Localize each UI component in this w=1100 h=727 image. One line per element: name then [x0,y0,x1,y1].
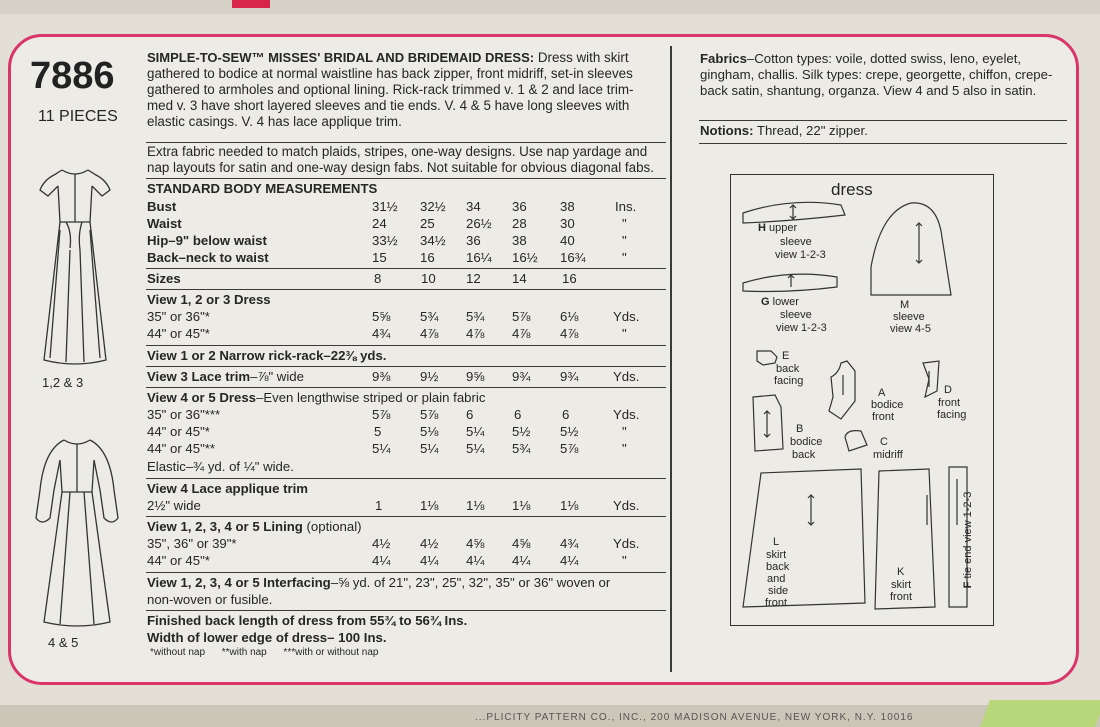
piece-b-bodice-back [753,395,783,451]
finished-length: Finished back length of dress from 55¾ to 56¾ Ins. [147,613,468,628]
views-label-45: 4 & 5 [48,635,79,650]
cell: 36 [466,233,481,248]
pieces-count: 11 PIECES [38,108,118,125]
size: 10 [421,271,436,286]
piece-a-bodice-front [829,361,855,419]
sizes-label: Sizes [147,271,181,286]
cell: 38 [512,233,527,248]
row-label: 35", 36" or 39"* [147,536,237,551]
cell: 33½ [372,233,398,248]
label-l-line: skirt [766,549,787,561]
interfacing-line [147,575,610,590]
interfacing-text: –⅝ yd. of 21", 23", 25", 32", 35" or 36" woven or [330,575,611,590]
cell: 9½ [420,369,439,384]
cell: 4¾ [560,536,579,551]
label-c: C [880,436,888,448]
unit: " [622,233,627,248]
label-l: L [773,536,780,548]
row-label: 44" or 45"* [147,424,210,439]
unit: Yds. [613,369,640,384]
rule [146,610,666,611]
cell: 5¼ [466,424,485,439]
cell: 4⅞ [420,326,439,341]
cell: 9⅝ [466,369,485,384]
cell: 4⅞ [466,326,485,341]
description-line: gathered to bodice at normal waistline has back zipper, front midriff, set-in sleeves [147,66,633,81]
label-b3: back [792,449,816,461]
unit: Yds. [613,536,640,551]
row-label: 35" or 36"*** [147,407,221,422]
cell: 4¾ [372,326,391,341]
notions-text [700,123,868,138]
piece-text: tie end view 1-2-3 [962,491,974,579]
unit: " [622,216,627,231]
footnote: ***with or without nap [283,647,379,658]
unit: " [622,424,627,439]
cell: 6⅛ [560,309,579,324]
cell: 5¼ [466,441,485,456]
size: 12 [466,271,481,286]
red-tab [232,0,270,8]
piece-l-skirt-back [743,469,865,607]
piece-letter: H [758,222,766,234]
description [147,50,667,130]
cell: 5⅞ [372,407,391,422]
applique-title: View 4 Lace applique trim [147,481,308,496]
label-m3: view 4-5 [890,323,931,335]
rule [146,142,666,143]
piece-e-back-facing [757,351,777,365]
cell: 1⅛ [512,498,531,513]
label-l-line: back [766,561,790,573]
lace-trim-suffix: –⅞" wide [250,369,304,384]
label-h3: view 1-2-3 [775,249,826,261]
unit: " [622,326,627,341]
cell: 4¼ [512,553,531,568]
description-line: med v. 3 have short layered sleeves and tie ends. V. 4 & 5 have long sleeves with [147,98,630,113]
label-b: B [796,423,804,435]
dress-sketch-v123 [20,150,130,380]
label-h [758,222,797,234]
fabrics-text [700,51,1065,99]
cell: 15 [372,250,387,265]
cell: 34½ [420,233,446,248]
cell: 4⅞ [512,326,531,341]
label-a2: bodice [871,399,904,411]
cell: 16¼ [466,250,492,265]
unit: Yds. [613,498,640,513]
label-d2: front [938,397,961,409]
row-label: 44" or 45"* [147,326,210,341]
description-line: elastic casings. V. 4 has lace applique trim. [147,114,402,129]
cell: 32½ [420,199,446,214]
dress45-heading [147,390,485,405]
label-b2: bodice [790,436,823,448]
piece-text: lower [772,296,799,308]
lace-trim-title: View 3 Lace trim [147,369,251,384]
unit: Yds. [613,309,640,324]
rule [146,478,666,479]
pieces-title: dress [831,180,873,199]
footnote: **with nap [221,647,267,658]
fabrics-label: Fabrics [700,51,747,66]
cell: 4⅝ [466,536,485,551]
row-label: Bust [147,199,177,214]
lining-title: View 1, 2, 3, 4 or 5 Lining [147,519,303,534]
cell: 4⅞ [560,326,579,341]
description-line: gathered to armholes and optional lining. Rick-rack trimmed v. 1 & 2 and lace trim- [147,82,634,97]
cell: 24 [372,216,387,231]
notions-list: Thread, 22" zipper. [753,123,868,138]
row-label: 44" or 45"* [147,553,210,568]
row-label: 44" or 45"** [147,441,216,456]
label-l-line: and [767,573,786,585]
cell: 40 [560,233,575,248]
dress-sketch-v45 [22,430,132,635]
rickrack-line: View 1 or 2 Narrow rick-rack–22⅜ yds. [147,348,387,363]
rule [146,268,666,269]
piece-letter: G [761,296,770,308]
label-e: E [782,350,790,362]
cell: 5½ [512,424,531,439]
row-label: 35" or 36"* [147,309,210,324]
cell: 16½ [512,250,538,265]
cell: 5⅝ [372,309,391,324]
cell: 28 [512,216,527,231]
cell: 1 [375,498,383,513]
interfacing-line2: non-woven or fusible. [147,592,273,607]
publisher-footer: ...PLICITY PATTERN CO., INC., 200 MADISON AVENUE, NEW YORK, N.Y. 10016 [475,712,914,723]
footnotes [150,647,378,658]
size: 16 [562,271,577,286]
piece-d-front-facing [923,361,939,397]
size: 14 [512,271,527,286]
notions-label: Notions: [700,123,754,138]
cell: 5⅞ [512,309,531,324]
cell: 5⅞ [560,441,579,456]
dress45-suffix: –Even lengthwise striped or plain fabric [255,390,486,405]
cell: 36 [512,199,527,214]
label-h2: sleeve [780,236,812,248]
cell: 5 [374,424,382,439]
label-c2: midriff [873,449,903,461]
elastic-note: Elastic–¾ yd. of ¼" wide. [147,459,294,474]
cell: 4½ [420,536,439,551]
rule [146,178,666,179]
cell: 5¾ [466,309,485,324]
label-l-line: side [768,585,789,597]
cell: 16¾ [560,250,586,265]
section-title: View 1, 2 or 3 Dress [147,292,271,307]
rule [699,120,1067,121]
footnote: *without nap [150,647,206,658]
piece-text: upper [769,222,798,234]
rule [699,143,1067,144]
cell: 16 [420,250,435,265]
cell: 1⅛ [466,498,485,513]
piece-letter: F [962,581,974,589]
lace-trim-label [147,369,304,384]
rule [146,289,666,290]
size: 8 [374,271,382,286]
column-divider [670,46,672,672]
cell: 5¾ [420,309,439,324]
cell: 30 [560,216,575,231]
rule [146,516,666,517]
interfacing-title: View 1, 2, 3, 4 or 5 Interfacing [147,575,331,590]
label-g [761,296,799,308]
cell: 31½ [372,199,398,214]
cell: 6 [514,407,522,422]
cell: 5⅛ [420,424,439,439]
cell: 9⅜ [372,369,391,384]
cell: 4⅝ [512,536,531,551]
cell: 38 [560,199,575,214]
unit: " [622,441,627,456]
rule [146,345,666,346]
lining-heading [147,519,362,534]
label-a: A [878,387,886,399]
piece-m-sleeve [871,203,951,295]
description-title: SIMPLE-TO-SEW™ MISSES' BRIDAL AND BRIDEMAID DRESS: [147,50,535,65]
unit: Ins. [615,199,637,214]
rule [146,572,666,573]
rule [146,387,666,388]
cell: 1⅛ [420,498,439,513]
label-e2: back [776,363,800,375]
cell: 5½ [560,424,579,439]
unit: " [622,250,627,265]
cell: 6 [466,407,474,422]
cell: 34 [466,199,481,214]
cell: 9¾ [512,369,531,384]
measurements-heading: STANDARD BODY MEASUREMENTS [147,181,378,196]
row-label: Waist [147,216,182,231]
cell: 4¼ [560,553,579,568]
label-g2: sleeve [780,309,812,321]
label-m: M [900,299,910,311]
cell: 1⅛ [560,498,579,513]
cell: 4¼ [466,553,485,568]
views-label-123: 1,2 & 3 [42,375,84,390]
label-a3: front [872,411,895,423]
label-e3: facing [774,375,804,387]
cell: 5¼ [420,441,439,456]
row-label: Back–neck to waist [147,250,269,265]
top-strip [0,0,1100,14]
label-m2: sleeve [893,311,925,323]
cell: 4¼ [372,553,391,568]
cell: 5¼ [372,441,391,456]
cell: 5¾ [512,441,531,456]
cell: 6 [562,407,570,422]
cell: 9¾ [560,369,579,384]
rule [146,366,666,367]
lining-suffix: (optional) [302,519,362,534]
unit: " [622,553,627,568]
cell: 25 [420,216,435,231]
label-d3: facing [937,409,967,421]
row-label: 2½" wide [147,498,201,513]
label-k2: skirt [891,579,912,591]
hem-width: Width of lower edge of dress– 100 Ins. [147,630,387,645]
piece-c-midriff [845,431,867,451]
extra-line: Extra fabric needed to match plaids, stripes, one-way designs. Use nap yardage and [147,144,648,159]
cell: 5⅞ [420,407,439,422]
cell: 26½ [466,216,492,231]
extra-line: nap layouts for satin and one-way design fabs. Not suitable for obvious diagonal fabs. [147,160,654,175]
label-k3: front [890,591,913,603]
label-d: D [944,384,952,396]
fabrics-list: –Cotton types: voile, dotted swiss, leno, eyelet, gingham, challis. Silk types: crepe, georgette, chiffon, crepe-back satin, shantung, organza. View 4 and 5 also in satin. [700,51,1053,98]
green-corner [980,700,1100,727]
cell: 4½ [372,536,391,551]
label-f [962,480,974,600]
label-l-line: front [765,597,788,609]
row-label: Hip–9" below waist [147,233,267,248]
pattern-number: 7886 [30,55,115,97]
cell: 4¼ [420,553,439,568]
extra-fabric-note [147,144,667,176]
label-g3: view 1-2-3 [776,322,827,334]
label-k: K [897,566,905,578]
unit: Yds. [613,407,640,422]
description-line: Dress with skirt [534,50,629,65]
dress45-title: View 4 or 5 Dress [147,390,256,405]
